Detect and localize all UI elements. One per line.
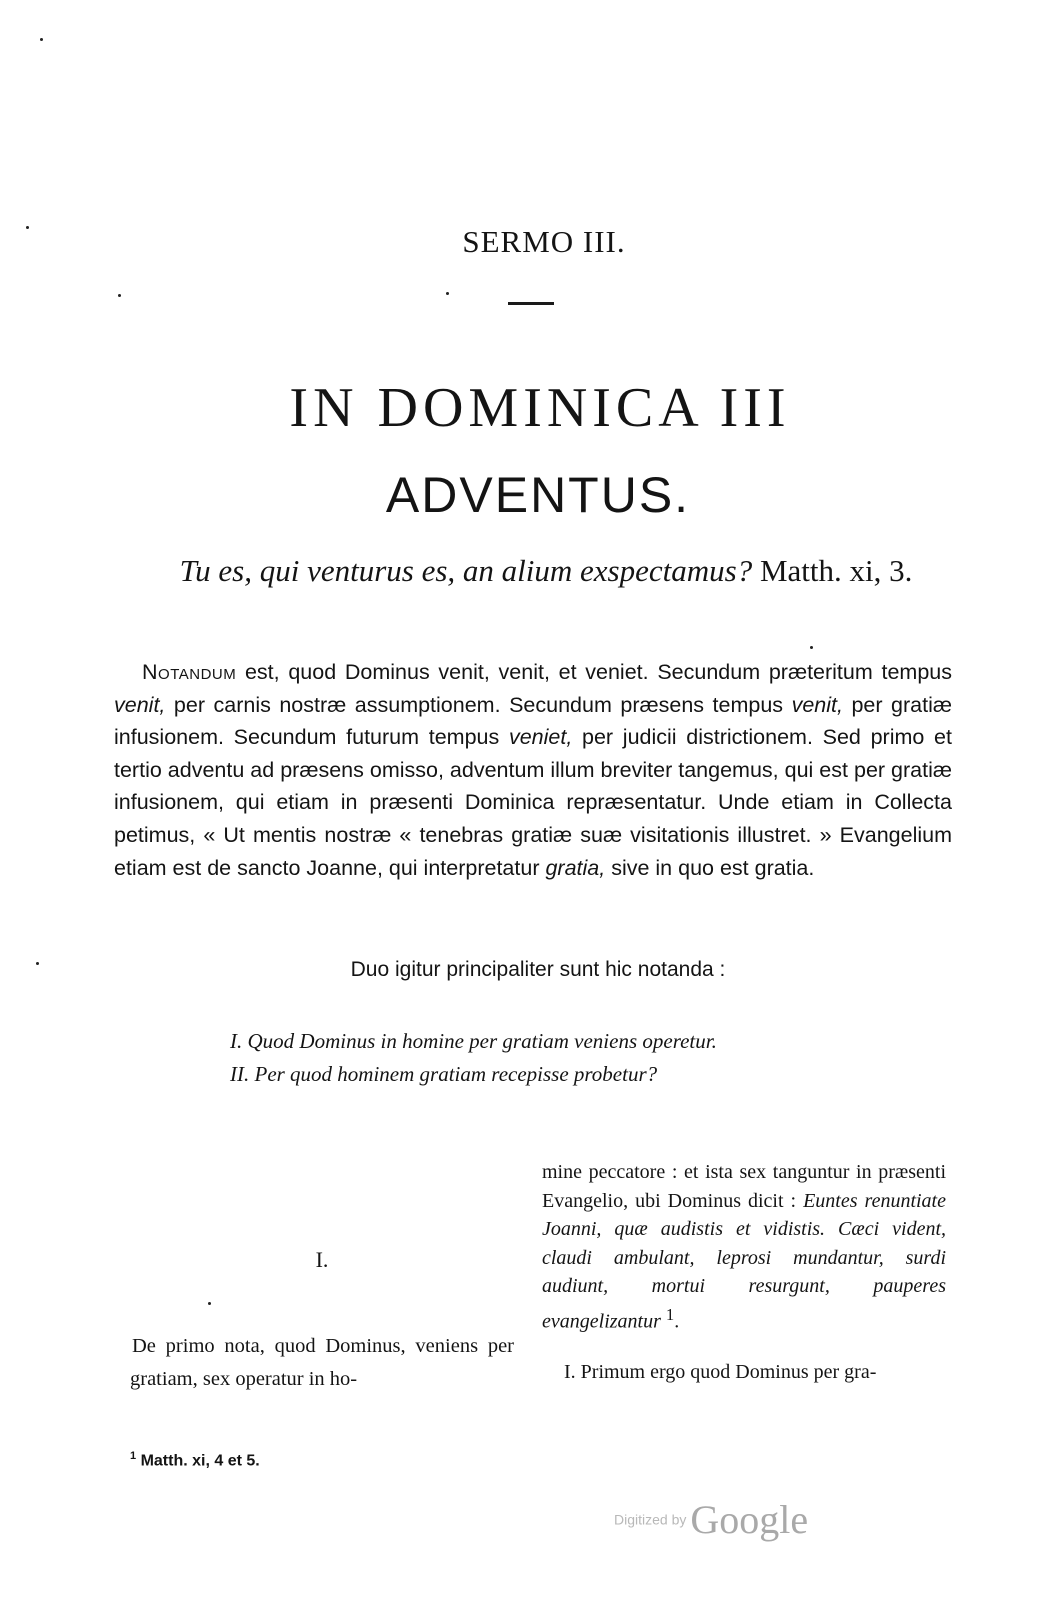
right-column-para-1 — [542, 1158, 946, 1336]
google-logo: Google — [690, 1497, 809, 1542]
watermark-prefix: Digitized by — [614, 1511, 687, 1528]
right-column-text: mine peccatore : et ista sex tanguntur in præsenti Evangelio, ubi Dominus dicit : — [542, 1161, 946, 1212]
epigraph-reference: Matth. xi, 3. — [759, 553, 913, 588]
intro-text-4: per judicii districtionem. Sed primo et tertio adventu ad præsens omisso, adventum illum breviter tangemus, qui est per gratiæ infusionem, qui etiam in præsenti Dominica repræsentatur. Unde etiam in Collecta petimus, « Ut mentis nostræ « tenebras gratiæ suæ visitationis illustret. » Evangelium etiam est de sancto Joanne, qui interpretatur — [114, 725, 952, 880]
right-column — [542, 1158, 946, 1386]
scan-speck — [26, 226, 29, 229]
footnote-text: Matth. xi, 4 et 5. — [136, 1452, 260, 1470]
sentence-end: . — [674, 1310, 680, 1333]
section-numeral: I. — [315, 1247, 329, 1272]
scan-speck — [118, 294, 121, 297]
right-column-para-2: I. Primum ergo quod Dominus per gra- — [564, 1360, 877, 1383]
division-item-1: I. Quod Dominus in homine per gratiam veniens operetur. — [230, 1029, 717, 1053]
intro-emph-3: veniet, — [508, 725, 573, 750]
title-divider — [508, 302, 554, 305]
scan-speck — [40, 38, 43, 41]
intro-emph-1: venit, — [114, 692, 166, 717]
epigraph-quote: Tu es, qui venturus es, an alium exspectamus? — [179, 553, 753, 588]
gospel-quote: Euntes renuntiate Joanni, quæ audistis et vidistis. Cæci vident, claudi ambulant, leprosi mundantur, surdi audiunt, mortui resurgunt, pauperes evangelizantur — [542, 1189, 946, 1333]
sermon-title-line-2: ADVENTUS. — [385, 467, 691, 523]
sermon-number: SERMO III. — [462, 224, 626, 259]
epigraph — [14, 553, 1064, 589]
intro-emph-2: venit, — [791, 692, 843, 717]
intro-text-5: sive in quo est gratia. — [605, 855, 815, 880]
sermon-title-line-1: IN DOMINICA III — [289, 377, 791, 439]
intro-text-1: est, quod Dominus venit, venit, et veniet. Secundum præteritum tempus — [236, 660, 952, 684]
divisions-list — [230, 1025, 850, 1091]
scan-speck — [36, 962, 39, 965]
intro-text-3: per gratiæ infusionem. Secundum futurum tempus — [114, 692, 952, 750]
intro-paragraph — [114, 656, 952, 884]
digitized-watermark — [614, 1496, 808, 1543]
footnote — [130, 1450, 260, 1470]
lead-word: Notandum — [142, 660, 237, 684]
scan-speck — [208, 1302, 211, 1305]
footnote-mark: 1 — [130, 1450, 137, 1462]
left-column-text: De primo nota, quod Dominus, veniens per gratiam, sex operatur in ho- — [130, 1335, 514, 1390]
scan-speck — [810, 646, 813, 649]
division-item-2: II. Per quod hominem gratiam recepisse probetur? — [230, 1062, 658, 1086]
scan-speck — [446, 292, 449, 295]
footnote-reference: 1 — [665, 1304, 675, 1324]
intro-emph-4: gratia, — [545, 855, 606, 880]
divisions-heading: Duo igitur principaliter sunt hic notanda : — [350, 958, 726, 981]
intro-text-2: per carnis nostræ assumptionem. Secundum præsens tempus — [165, 692, 792, 717]
left-column — [130, 1330, 514, 1396]
